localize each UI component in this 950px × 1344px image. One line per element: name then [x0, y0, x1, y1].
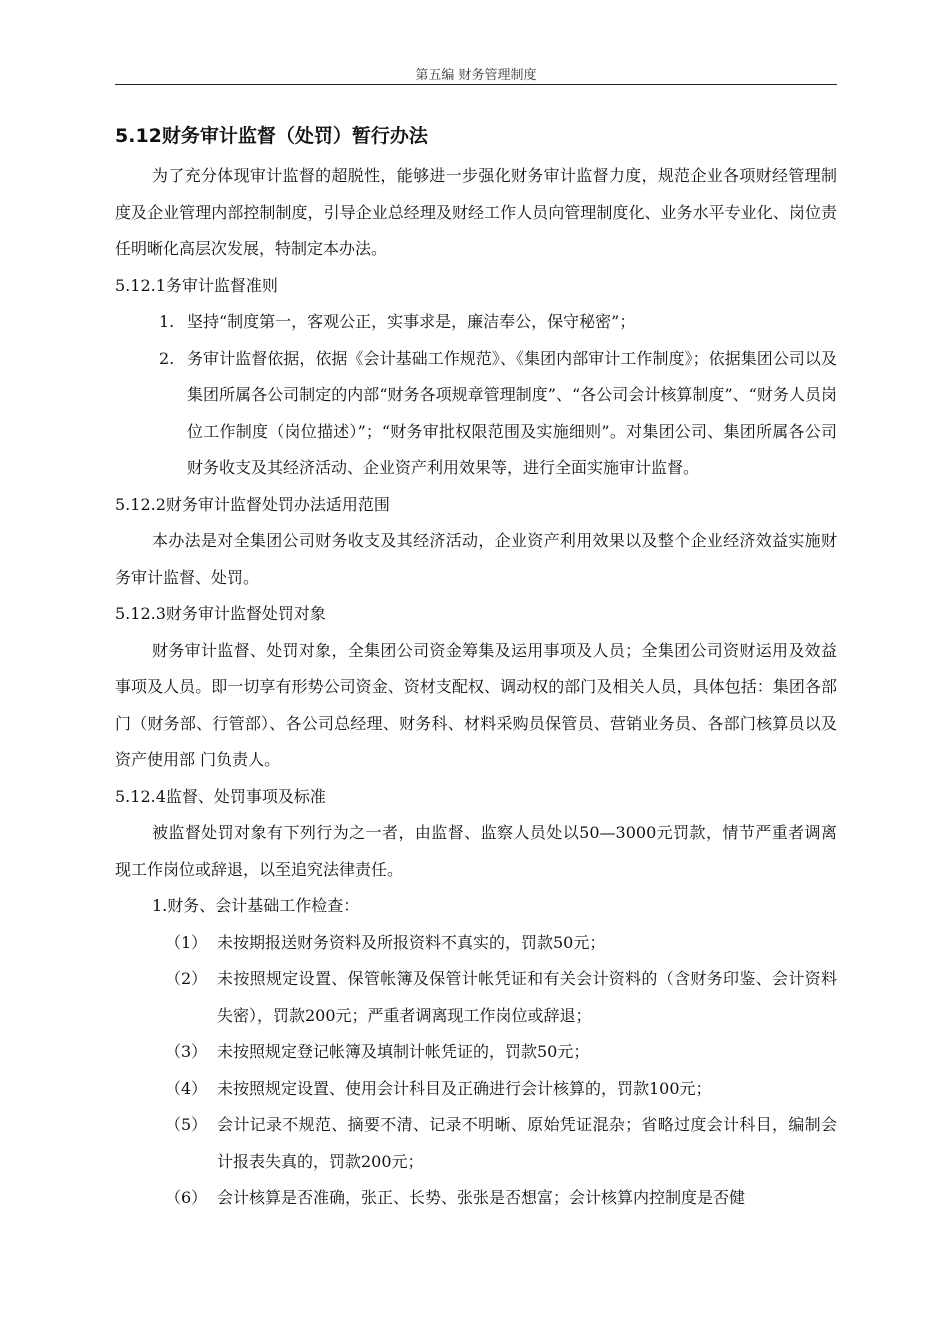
- list-item-number: （6）: [165, 1188, 208, 1207]
- list-item-text: 未按照规定设置、使用会计科目及正确进行会计核算的，罚款100元；: [217, 1078, 712, 1098]
- list-item-number: （3）: [165, 1042, 208, 1061]
- section-heading-5-12-3: 5.12.3财务审计监督处罚对象: [115, 604, 326, 623]
- subsection-heading: 1.财务、会计基础工作检查：: [152, 896, 360, 915]
- list-item: [115, 1034, 837, 1071]
- list-item: [115, 341, 837, 487]
- list-item: [115, 1071, 837, 1108]
- section-title: 5.12财务审计监督（处罚）暂行办法: [115, 125, 428, 147]
- list-item-number: 2.: [159, 348, 175, 368]
- list-item-text: 未按照规定登记帐簿及填制计帐凭证的，罚款50元；: [217, 1042, 590, 1061]
- list-item-text: 会计核算是否准确，张正、长势、张张是否想富；会计核算内控制度是否健: [217, 1188, 746, 1207]
- list-item-text: 未按照规定设置、保管帐簿及保管计帐凭证和有关会计资料的（含财务印鉴、会计资料失密），罚款200元；严重者调离现工作岗位或辞退；: [217, 969, 837, 1025]
- section-heading-5-12-2: 5.12.2财务审计监督处罚办法适用范围: [115, 494, 390, 514]
- list-item-number: （1）: [165, 932, 208, 952]
- list-item-text: 坚持“制度第一，客观公正，实事求是，廉洁奉公，保守秘密”；: [187, 312, 636, 331]
- list-item-text: 会计记录不规范、摘要不清、记录不明晰、原始凭证混杂；省略过度会计科目，编制会计报表失真的，罚款200元；: [217, 1115, 837, 1171]
- intro-paragraph: 为了充分体现审计监督的超脱性，能够进一步强化财务审计监督力度，规范企业各项财经管理制度及企业管理内部控制制度，引导企业总经理及财经工作人员向管理制度化、业务水平专业化、岗位责任明晰化高层次发展，特制定本办法。: [115, 166, 837, 258]
- header-divider: [115, 84, 837, 85]
- list-item-number: （2）: [165, 969, 208, 988]
- subjects-paragraph: 财务审计监督、处罚对象，全集团公司资金筹集及运用事项及人员；全集团公司资财运用及效益事项及人员。即一切享有形势公司资金、资材支配权、调动权的部门及相关人员，具体包括：集团各部门（财务部、行管部）、各公司总经理、财务科、材料采购员保管员、营销业务员、各部门核算员以及资产使用部 门负责人。: [115, 640, 837, 769]
- section-heading-5-12-4: 5.12.4监督、处罚事项及标准: [115, 786, 326, 806]
- scope-paragraph: 本办法是对全集团公司财务收支及其经济活动，企业资产利用效果以及整个企业经济效益实施财务审计监督、处罚。: [115, 531, 837, 587]
- list-item: [115, 1107, 837, 1180]
- page-header: 第五编 财务管理制度: [415, 68, 537, 83]
- penalty-paragraph: 被监督处罚对象有下列行为之一者，由监督、监察人员处以50—3000元罚款，情节严重者调离现工作岗位或辞退，以至追究法律责任。: [115, 823, 837, 879]
- list-item: [115, 925, 837, 962]
- list-item: [115, 304, 837, 341]
- section-heading-5-12-1: 5.12.1务审计监督准则: [115, 275, 278, 295]
- list-item: [115, 1180, 837, 1217]
- list-item-text: 务审计监督依据，依据《会计基础工作规范》、《集团内部审计工作制度》；依据集团公司以及集团所属各公司制定的内部“财务各项规章管理制度”、“各公司会计核算制度”、“财务人员岗位工作制度（岗位描述）”；“财务审批权限范围及实施细则”。对集团公司、集团所属各公司财务收支及其经济活动、企业资产利用效果等，进行全面实施审计监督。: [187, 348, 837, 477]
- document-body: [115, 114, 837, 1217]
- list-item-number: （4）: [165, 1078, 208, 1098]
- list-item: [115, 961, 837, 1034]
- list-item-number: 1.: [159, 312, 175, 331]
- list-item-text: 未按期报送财务资料及所报资料不真实的，罚款50元；: [217, 932, 606, 952]
- list-item-number: （5）: [165, 1115, 208, 1134]
